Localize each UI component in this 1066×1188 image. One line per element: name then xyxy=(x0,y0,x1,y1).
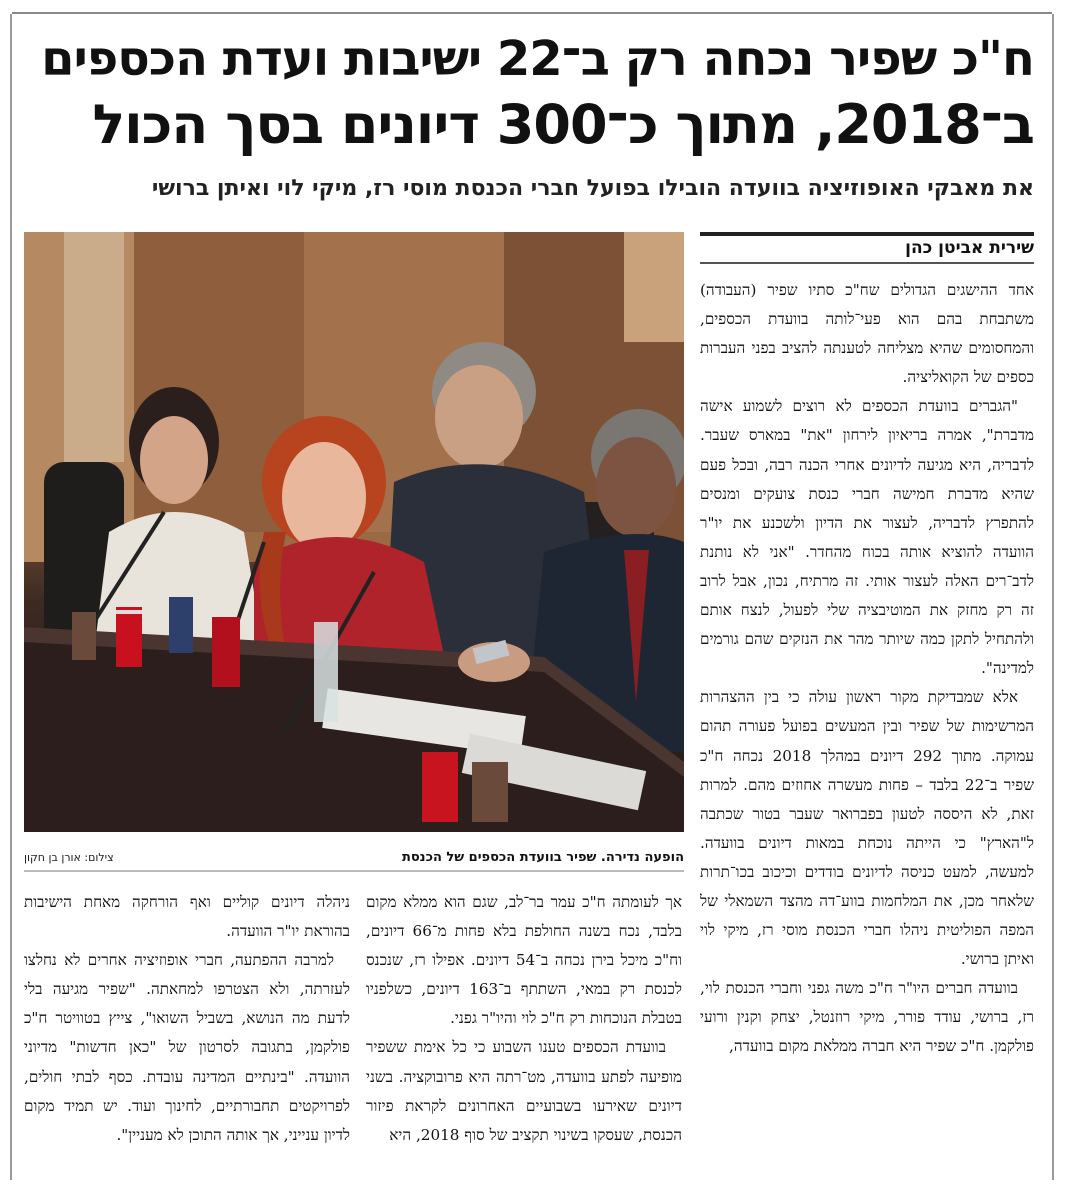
headline-line-1: ח"כ שפיר נכחה רק ב־22 ישיבות ועדת הכספים xyxy=(41,31,1034,87)
caption-text: הופעה נדירה. שפיר בוועדת הכספים של הכנסת xyxy=(401,849,684,865)
article-column-2 xyxy=(366,888,682,1150)
article-column-3 xyxy=(24,888,350,1150)
paragraph: אחד ההישגים הגדולים שח"כ סתיו שפיר (העבודה) משתבחת בהם הוא פעי־לותה בוועדת הכספים, והמחסומים שהיא מצליחה לטענתה להציב בפני העברות כספים של הקואליציה. xyxy=(700,281,1034,387)
headline xyxy=(22,26,1034,158)
article-column-1 xyxy=(700,276,1034,1062)
photo-credit: צילום: אורן בן חקון xyxy=(24,850,114,864)
paragraph: אך לעומתה ח"כ עמר בר־לב, שגם הוא ממלא מקום בלבד, נכח בשנה החולפת בלא פחות מ־66 דיונים, וח"כ מיכל בירן נכחה ב־54 דיונים. אפילו רז, שנכנס לכנסת רק במאי, השתתף ב־163 דיונים, כשלפניו בטבלת הנוכחות רק ח"כ לוי והיו"ר גפני. xyxy=(366,893,682,1028)
byline-rule xyxy=(700,232,1034,236)
left-rule xyxy=(10,14,12,1180)
paragraph: אלא שמבדיקת מקור ראשון עולה כי בין ההצהרות המרשימות של שפיר ובין המעשים בפועל פעורה תהום עמוקה. מתוך 292 דיונים במהלך 2018 נכחה ח"כ שפיר ב־22 בלבד – פחות מעשרה אחוזים מהם. למרות זאת, לא היססה לטעון בפברואר שעבר בטור שכתבה ל"הארץ" כי הייתה נוכחת במאות דיונים בוועדה. למעשה, למעט כניסה לדיונים בודדים וכיכוב בכו־תרות שלאחר מכן, את המלחמות בווע־דה מהצד השמאלי של המפה הפוליטית ניהלו חברי הכנסת מוסי רז, מיקי לוי ואיתן ברושי. xyxy=(700,688,1034,969)
article-photo xyxy=(24,232,684,832)
right-rule xyxy=(1052,14,1054,1180)
top-rule xyxy=(12,12,1052,14)
headline-line-2: ב־2018, מתוך כ־300 דיונים בסך הכול xyxy=(92,93,1034,156)
paragraph: בוועדה חברים היו"ר ח"כ משה גפני וחברי הכנסת לוי, רז, ברושי, עודד פורר, מיקי רוזנטל, יצחק וקנין ורועי פולקמן. ח"כ שפיר היא חברה ממלאת מקום בוועדה, xyxy=(700,979,1034,1056)
photo-caption xyxy=(24,844,684,872)
paragraph: בוועדת הכספים טענו השבוע כי כל אימת ששפיר מופיעה לפתע בוועדה, מט־רתה היא פרובוקציה. בשני דיונים שאירעו בשבועיים האחרונים לקראת פיזור הכנסת, שעסקו בשינוי תקציב של סוף 2018, היא xyxy=(366,1038,682,1144)
paragraph: "הגברים בוועדת הכספים לא רוצים לשמוע אישה מדברת", אמרה בריאיון לירחון "את" במארס שעבר. לדבריה, היא מגיעה לדיונים אחרי הכנה רבה, ובכל פעם שהיא מדברת חמישה חברי כנסת צועקים ומנסים להתפרץ לדבריה, לעצור את הדיון ולשכנע את יו"ר הוועדה להוציא אותה בכוח מהחדר. "אני לא נותנת לדב־רים האלה לעצור אותי. זה מרתיח, נכון, אבל לרוב זה רק מחזק את המוטיבציה שלי לפעול, לנצח אותם ולהתחיל לתקן כמה שיותר מהר את הנזקים שהם גורמים למדינה". xyxy=(700,397,1034,678)
photo-illustration xyxy=(24,232,684,832)
subheadline: את מאבקי האופוזיציה בוועדה הובילו בפועל חברי הכנסת מוסי רז, מיקי לוי ואיתן ברושי xyxy=(151,176,1034,201)
paragraph: למרבה ההפתעה, חברי אופוזיציה אחרים לא נחלצו לעזרתה, ולא הצטרפו למחאתה. "שפיר מגיעה בלי לדעת מה הנושא, בשביל השואו", צייץ בטוויטר ח"כ פולקמן, בתגובה לסרטון של "כאן חדשות" מדיוני הוועדה. "בינתיים המדינה עובדת. כסף לבתי חולים, לפרויקטים תחבורתיים, לחינוך ועוד. יש תמיד מקום לדיון ענייני, אך אותה התוכן לא מעניין". xyxy=(24,951,350,1144)
byline: שירית אביטן כהן xyxy=(700,238,1034,264)
paragraph: ניהלה דיונים קוליים ואף הורחקה מאחת הישיבות בהוראת יו"ר הוועדה. xyxy=(24,893,350,941)
